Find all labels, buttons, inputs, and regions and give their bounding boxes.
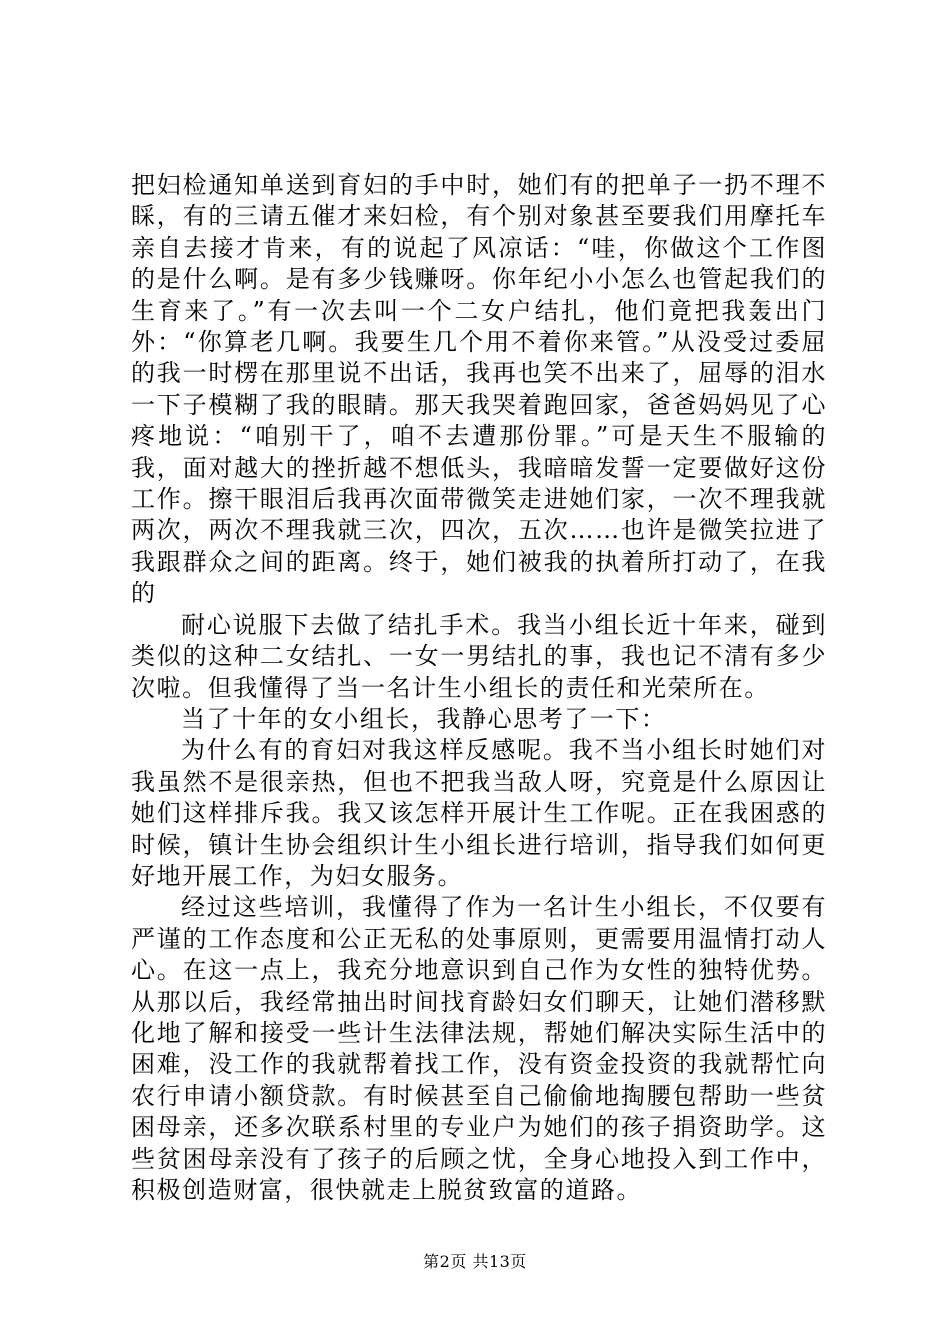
paragraph: 把妇检通知单送到育妇的手中时，她们有的把单子一扔不理不睬，有的三请五催才来妇检，有个别对象甚至要我们用摩托车亲自去接才肯来，有的说起了风凉话：“哇，你做这个工作图的是什么啊。是有多少钱赚呀。你年纪小小怎么也管起我们的生育来了。”有一次去叫一个二女户结扎，他们竟把我轰出门外：“你算老几啊。我要生几个用不着你来管。”从没受过委屈的我一时楞在那里说不出话，我再也笑不出来了，屈辱的泪水一下子模糊了我的眼睛。那天我哭着跑回家，爸爸妈妈见了心疼地说：“咱别干了，咱不去遭那份罪。”可是天生不服输的我，面对越大的挫折越不想低头，我暗暗发誓一定要做好这份工作。擦干眼泪后我再次面带微笑走进她们家，一次不理我就两次，两次不理我就三次，四次，五次……也许是微笑拉进了我跟群众之间的距离。终于，她们被我的执着所打动了，在我的	[131, 171, 827, 608]
paragraph: 经过这些培训，我懂得了作为一名计生小组长，不仅要有严谨的工作态度和公正无私的处事原则，更需要用温情打动人心。在这一点上，我充分地意识到自己作为女性的独特优势。从那以后，我经常抽出时间找育龄妇女们聊天，让她们潜移默化地了解和接受一些计生法律法规，帮她们解决实际生活中的困难，没工作的我就帮着找工作，没有资金投资的我就帮忙向农行申请小额贷款。有时候甚至自己偷偷地掏腰包帮助一些贫困母亲，还多次联系村里的专业户为她们的孩子捐资助学。这些贫困母亲没有了孩子的后顾之忧，全身心地投入到工作中，积极创造财富，很快就走上脱贫致富的道路。	[131, 893, 827, 1204]
paragraph: 当了十年的女小组长，我静心思考了一下：	[181, 704, 667, 733]
document-body	[131, 170, 827, 1206]
page-number-footer: 第2页 共13页	[423, 1252, 527, 1271]
paragraph: 耐心说服下去做了结扎手术。我当小组长近十年来，碰到类似的这种二女结扎、一女一男结扎的事，我也记不清有多少次啦。但我懂得了当一名计生小组长的责任和光荣所在。	[131, 610, 827, 702]
paragraph: 为什么有的育妇对我这样反感呢。我不当小组长时她们对我虽然不是很亲热，但也不把我当敌人呀，究竟是什么原因让她们这样排斥我。我又该怎样开展计生工作呢。正在我困惑的时候，镇计生协会组织计生小组长进行培训，指导我们如何更好地开展工作，为妇女服务。	[131, 736, 827, 890]
